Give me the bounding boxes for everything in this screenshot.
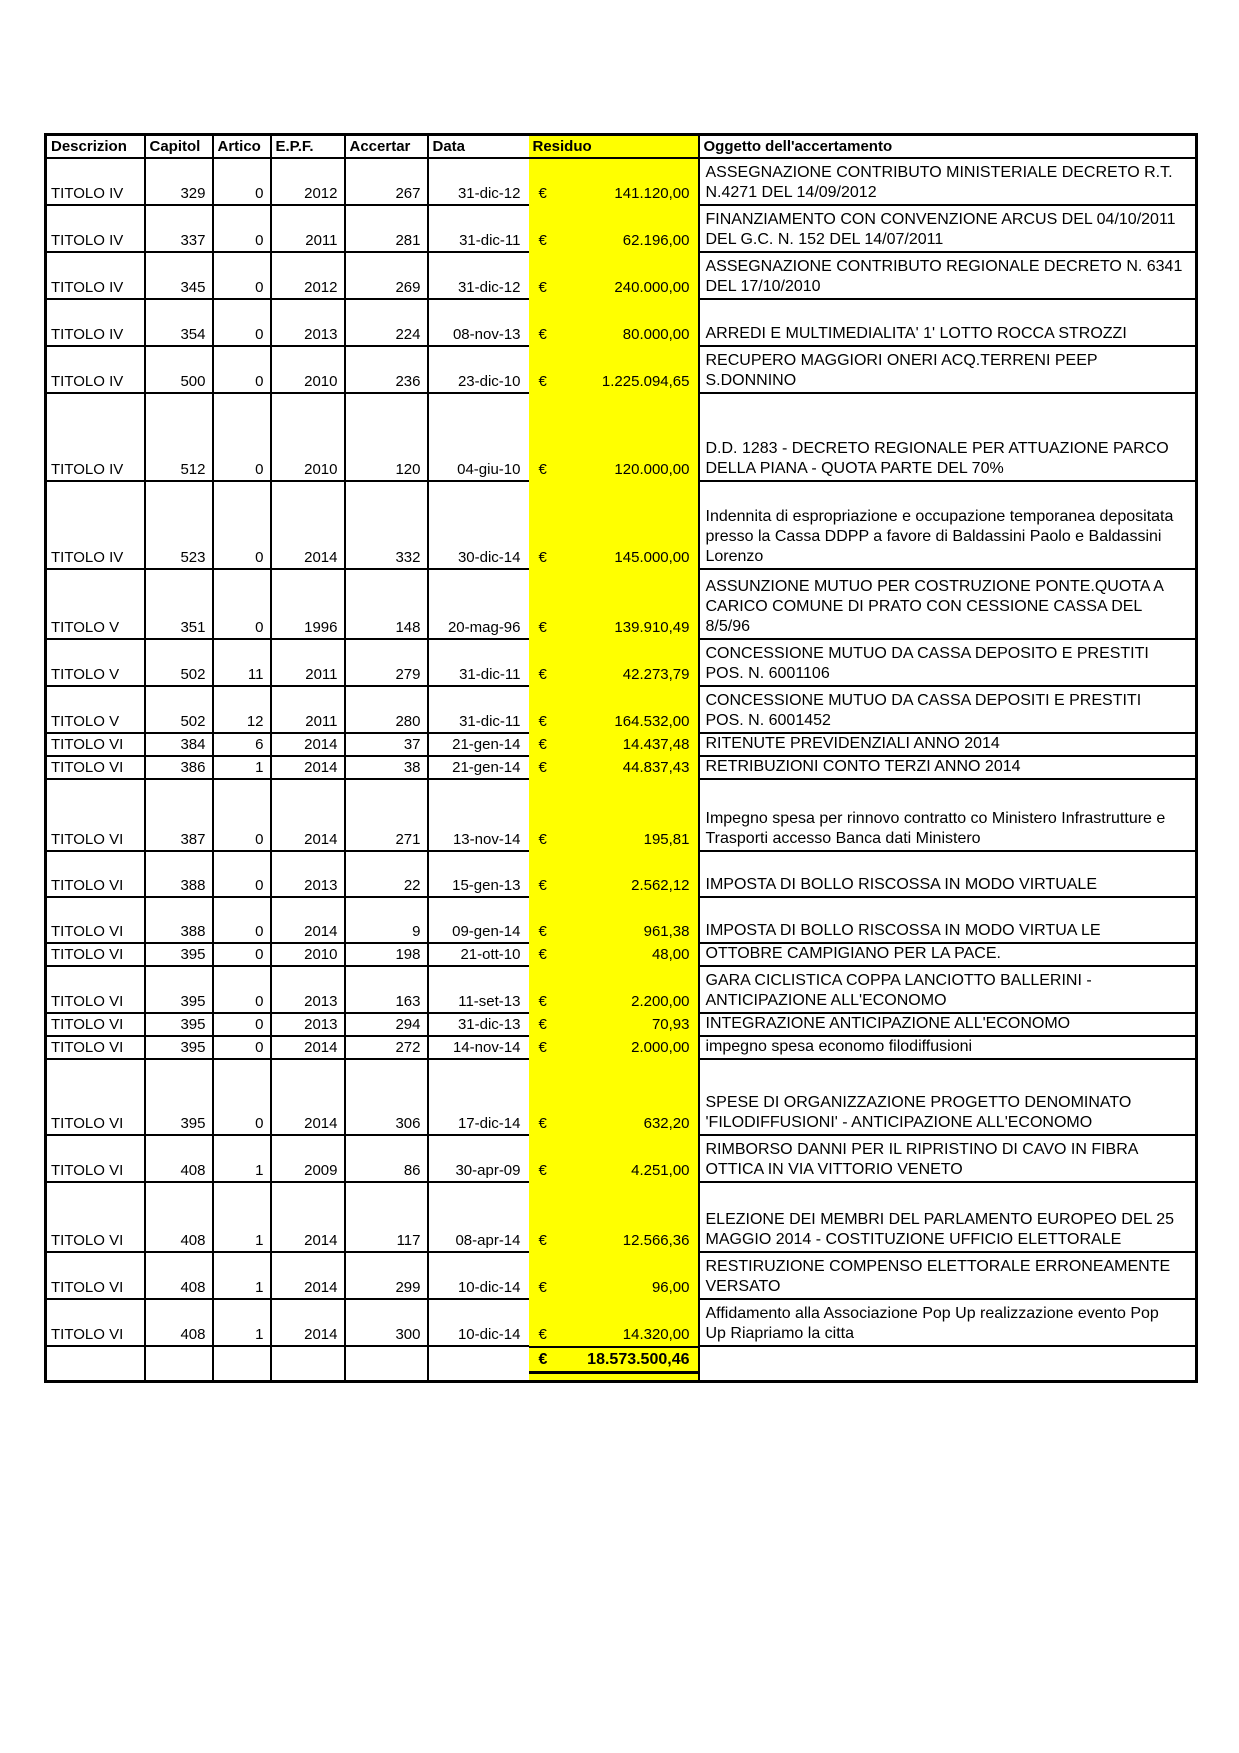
col-header-oggetto: Oggetto dell'accertamento	[699, 135, 1197, 159]
cell-residuo	[529, 897, 699, 943]
cell-residuo	[529, 569, 699, 639]
cell-data: 20-mag-96	[428, 569, 529, 639]
cell-residuo	[529, 639, 699, 686]
residuo-value: 2.562,12	[631, 877, 690, 894]
cell-residuo	[529, 966, 699, 1013]
cell-oggetto: GARA CICLISTICA COPPA LANCIOTTO BALLERINI - ANTICIPAZIONE ALL'ECONOMO	[699, 966, 1197, 1013]
cell-capitolo: 329	[145, 158, 213, 205]
table-row	[46, 252, 1197, 299]
col-header-data: Data	[428, 135, 529, 159]
cell-epf: 1996	[271, 569, 345, 639]
cell-capitolo: 408	[145, 1299, 213, 1346]
cell-accertamento: 269	[345, 252, 428, 299]
cell-descrizione: TITOLO VI	[46, 756, 145, 779]
residuo-value: 44.837,43	[622, 759, 690, 776]
cell-epf: 2011	[271, 686, 345, 733]
cell-epf: 2014	[271, 1036, 345, 1059]
cell-residuo	[529, 158, 699, 205]
cell-articolo: 12	[213, 686, 271, 733]
cell-accertamento: 236	[345, 346, 428, 393]
cell-epf: 2010	[271, 346, 345, 393]
table-row	[46, 1036, 1197, 1059]
euro-symbol: €	[538, 993, 547, 1010]
cell-articolo: 0	[213, 205, 271, 252]
residuo-value: 12.566,36	[622, 1232, 690, 1249]
cell-accertamento: 9	[345, 897, 428, 943]
cell-articolo: 1	[213, 756, 271, 779]
cell-epf: 2014	[271, 1059, 345, 1135]
cell-articolo: 1	[213, 1252, 271, 1299]
cell-descrizione: TITOLO IV	[46, 252, 145, 299]
euro-symbol: €	[538, 619, 547, 636]
euro-symbol: €	[538, 549, 547, 566]
cell-descrizione: TITOLO IV	[46, 346, 145, 393]
cell-articolo: 1	[213, 1182, 271, 1252]
cell-epf: 2013	[271, 966, 345, 1013]
residuo-value: 2.000,00	[631, 1039, 690, 1056]
residui-table	[44, 133, 1198, 1383]
euro-symbol: €	[538, 373, 547, 390]
cell-accertamento: 22	[345, 851, 428, 897]
cell-accertamento: 120	[345, 393, 428, 481]
cell-capitolo: 387	[145, 779, 213, 851]
cell-accertamento: 306	[345, 1059, 428, 1135]
cell-residuo	[529, 779, 699, 851]
cell-capitolo: 408	[145, 1135, 213, 1182]
cell-oggetto: Affidamento alla Associazione Pop Up realizzazione evento Pop Up Riapriamo la citta	[699, 1299, 1197, 1346]
cell-oggetto: RECUPERO MAGGIORI ONERI ACQ.TERRENI PEEP S.DONNINO	[699, 346, 1197, 393]
total-empty-cell	[428, 1346, 529, 1382]
cell-articolo: 0	[213, 481, 271, 569]
cell-descrizione: TITOLO VI	[46, 1182, 145, 1252]
total-empty-cell	[345, 1346, 428, 1382]
cell-epf: 2013	[271, 851, 345, 897]
col-header-accertamento: Accertar	[345, 135, 428, 159]
cell-epf: 2013	[271, 1013, 345, 1036]
euro-symbol: €	[538, 326, 547, 343]
table-row	[46, 851, 1197, 897]
table-row	[46, 1135, 1197, 1182]
cell-capitolo: 388	[145, 851, 213, 897]
total-empty-cell	[213, 1346, 271, 1382]
cell-epf: 2014	[271, 756, 345, 779]
cell-epf: 2011	[271, 205, 345, 252]
total-residuo-value: 18.573.500,46	[587, 1351, 690, 1368]
residuo-value: 120.000,00	[614, 461, 690, 478]
table-row	[46, 639, 1197, 686]
table-row	[46, 205, 1197, 252]
cell-accertamento: 198	[345, 943, 428, 966]
cell-oggetto: ASSEGNAZIONE CONTRIBUTO REGIONALE DECRETO N. 6341 DEL 17/10/2010	[699, 252, 1197, 299]
cell-accertamento: 86	[345, 1135, 428, 1182]
header-row	[46, 135, 1197, 159]
cell-capitolo: 384	[145, 733, 213, 756]
col-header-residuo: Residuo	[529, 135, 699, 159]
table-row	[46, 1299, 1197, 1346]
euro-symbol: €	[538, 877, 547, 894]
cell-data: 08-apr-14	[428, 1182, 529, 1252]
cell-capitolo: 500	[145, 346, 213, 393]
cell-descrizione: TITOLO IV	[46, 299, 145, 346]
table-row	[46, 569, 1197, 639]
cell-accertamento: 299	[345, 1252, 428, 1299]
cell-capitolo: 502	[145, 639, 213, 686]
cell-residuo	[529, 851, 699, 897]
cell-residuo	[529, 1013, 699, 1036]
cell-articolo: 0	[213, 569, 271, 639]
cell-accertamento: 148	[345, 569, 428, 639]
cell-descrizione: TITOLO VI	[46, 897, 145, 943]
cell-descrizione: TITOLO VI	[46, 779, 145, 851]
cell-articolo: 0	[213, 346, 271, 393]
euro-symbol: €	[538, 1279, 547, 1296]
cell-articolo: 0	[213, 966, 271, 1013]
cell-articolo: 0	[213, 851, 271, 897]
table-row	[46, 897, 1197, 943]
cell-data: 23-dic-10	[428, 346, 529, 393]
cell-descrizione: TITOLO VI	[46, 1252, 145, 1299]
cell-oggetto: ASSUNZIONE MUTUO PER COSTRUZIONE PONTE.QUOTA A CARICO COMUNE DI PRATO CON CESSIONE CASSA DEL 8/5/96	[699, 569, 1197, 639]
cell-articolo: 11	[213, 639, 271, 686]
cell-oggetto: ARREDI E MULTIMEDIALITA' 1' LOTTO ROCCA STROZZI	[699, 299, 1197, 346]
cell-accertamento: 38	[345, 756, 428, 779]
cell-residuo	[529, 393, 699, 481]
cell-descrizione: TITOLO IV	[46, 158, 145, 205]
col-header-descrizione: Descrizion	[46, 135, 145, 159]
cell-capitolo: 395	[145, 1013, 213, 1036]
cell-data: 14-nov-14	[428, 1036, 529, 1059]
cell-residuo	[529, 756, 699, 779]
cell-residuo	[529, 943, 699, 966]
euro-symbol: €	[538, 736, 547, 753]
cell-articolo: 0	[213, 943, 271, 966]
cell-residuo	[529, 1182, 699, 1252]
cell-capitolo: 388	[145, 897, 213, 943]
cell-oggetto: IMPOSTA DI BOLLO RISCOSSA IN MODO VIRTUA LE	[699, 897, 1197, 943]
cell-capitolo: 395	[145, 966, 213, 1013]
cell-oggetto: SPESE DI ORGANIZZAZIONE PROGETTO DENOMINATO 'FILODIFFUSIONI' - ANTICIPAZIONE ALL'ECONOMO	[699, 1059, 1197, 1135]
cell-articolo: 0	[213, 1013, 271, 1036]
euro-symbol: €	[538, 232, 547, 249]
cell-accertamento: 300	[345, 1299, 428, 1346]
cell-epf: 2012	[271, 158, 345, 205]
cell-data: 10-dic-14	[428, 1299, 529, 1346]
cell-residuo	[529, 299, 699, 346]
cell-epf: 2014	[271, 897, 345, 943]
cell-oggetto: impegno spesa economo filodiffusioni	[699, 1036, 1197, 1059]
residuo-value: 80.000,00	[622, 326, 690, 343]
table-row	[46, 158, 1197, 205]
cell-accertamento: 117	[345, 1182, 428, 1252]
cell-data: 13-nov-14	[428, 779, 529, 851]
residuo-value: 4.251,00	[631, 1162, 690, 1179]
cell-data: 21-gen-14	[428, 756, 529, 779]
cell-residuo	[529, 1299, 699, 1346]
cell-descrizione: TITOLO VI	[46, 966, 145, 1013]
residuo-value: 961,38	[643, 923, 690, 940]
cell-accertamento: 279	[345, 639, 428, 686]
euro-symbol: €	[538, 946, 547, 963]
cell-descrizione: TITOLO VI	[46, 1059, 145, 1135]
cell-articolo: 0	[213, 299, 271, 346]
table-row	[46, 1013, 1197, 1036]
cell-accertamento: 332	[345, 481, 428, 569]
cell-epf: 2014	[271, 1182, 345, 1252]
euro-symbol: €	[538, 923, 547, 940]
cell-data: 09-gen-14	[428, 897, 529, 943]
euro-symbol: €	[538, 1039, 547, 1056]
residuo-value: 96,00	[651, 1279, 690, 1296]
cell-accertamento: 163	[345, 966, 428, 1013]
cell-oggetto: ASSEGNAZIONE CONTRIBUTO MINISTERIALE DECRETO R.T. N.4271 DEL 14/09/2012	[699, 158, 1197, 205]
table-row	[46, 1059, 1197, 1135]
cell-oggetto: ELEZIONE DEI MEMBRI DEL PARLAMENTO EUROPEO DEL 25 MAGGIO 2014 - COSTITUZIONE UFFICIO ELETTORALE	[699, 1182, 1197, 1252]
table-row	[46, 346, 1197, 393]
euro-symbol: €	[538, 1162, 547, 1179]
cell-descrizione: TITOLO V	[46, 686, 145, 733]
cell-capitolo: 512	[145, 393, 213, 481]
cell-articolo: 1	[213, 1299, 271, 1346]
residuo-value: 70,93	[651, 1016, 690, 1033]
cell-descrizione: TITOLO IV	[46, 205, 145, 252]
table-row	[46, 1182, 1197, 1252]
cell-data: 30-dic-14	[428, 481, 529, 569]
euro-symbol: €	[538, 185, 547, 202]
cell-residuo	[529, 1036, 699, 1059]
euro-symbol: €	[538, 1016, 547, 1033]
residuo-value: 1.225.094,65	[601, 373, 690, 390]
cell-data: 10-dic-14	[428, 1252, 529, 1299]
cell-data: 15-gen-13	[428, 851, 529, 897]
cell-descrizione: TITOLO IV	[46, 393, 145, 481]
cell-capitolo: 395	[145, 1036, 213, 1059]
cell-capitolo: 395	[145, 1059, 213, 1135]
cell-oggetto: RETRIBUZIONI CONTO TERZI ANNO 2014	[699, 756, 1197, 779]
residuo-value: 14.437,48	[622, 736, 690, 753]
cell-capitolo: 408	[145, 1182, 213, 1252]
cell-oggetto: INTEGRAZIONE ANTICIPAZIONE ALL'ECONOMO	[699, 1013, 1197, 1036]
cell-accertamento: 294	[345, 1013, 428, 1036]
cell-articolo: 0	[213, 897, 271, 943]
cell-descrizione: TITOLO VI	[46, 943, 145, 966]
cell-descrizione: TITOLO V	[46, 639, 145, 686]
col-header-articolo: Artico	[213, 135, 271, 159]
cell-oggetto: CONCESSIONE MUTUO DA CASSA DEPOSITI E PRESTITI POS. N. 6001452	[699, 686, 1197, 733]
cell-accertamento: 37	[345, 733, 428, 756]
total-residuo-cell	[529, 1346, 699, 1382]
table-row	[46, 1252, 1197, 1299]
cell-oggetto: Indennita di espropriazione e occupazione temporanea depositata presso la Cassa DDPP a favore di Baldassini Paolo e Baldassini Lorenzo	[699, 481, 1197, 569]
total-empty-cell	[46, 1346, 145, 1382]
cell-epf: 2014	[271, 1299, 345, 1346]
cell-data: 17-dic-14	[428, 1059, 529, 1135]
total-empty-cell	[699, 1346, 1197, 1382]
cell-descrizione: TITOLO VI	[46, 1013, 145, 1036]
cell-capitolo: 354	[145, 299, 213, 346]
cell-descrizione: TITOLO VI	[46, 733, 145, 756]
cell-capitolo: 351	[145, 569, 213, 639]
residuo-value: 139.910,49	[614, 619, 690, 636]
cell-data: 31-dic-11	[428, 639, 529, 686]
cell-descrizione: TITOLO VI	[46, 1299, 145, 1346]
residuo-value: 141.120,00	[614, 185, 690, 202]
cell-data: 31-dic-12	[428, 158, 529, 205]
col-header-capitolo: Capitol	[145, 135, 213, 159]
table-row	[46, 481, 1197, 569]
euro-symbol: €	[538, 759, 547, 776]
cell-data: 21-ott-10	[428, 943, 529, 966]
euro-symbol: €	[538, 1115, 547, 1132]
cell-oggetto: D.D. 1283 - DECRETO REGIONALE PER ATTUAZIONE PARCO DELLA PIANA - QUOTA PARTE DEL 70%	[699, 393, 1197, 481]
cell-accertamento: 281	[345, 205, 428, 252]
cell-capitolo: 345	[145, 252, 213, 299]
cell-residuo	[529, 1252, 699, 1299]
cell-capitolo: 502	[145, 686, 213, 733]
cell-accertamento: 267	[345, 158, 428, 205]
cell-articolo: 0	[213, 1036, 271, 1059]
table-row	[46, 779, 1197, 851]
cell-descrizione: TITOLO V	[46, 569, 145, 639]
cell-articolo: 6	[213, 733, 271, 756]
cell-articolo: 0	[213, 1059, 271, 1135]
residuo-value: 240.000,00	[614, 279, 690, 296]
table-row	[46, 756, 1197, 779]
euro-symbol: €	[538, 279, 547, 296]
cell-residuo	[529, 1135, 699, 1182]
total-row	[46, 1346, 1197, 1382]
cell-oggetto: FINANZIAMENTO CON CONVENZIONE ARCUS DEL 04/10/2011 DEL G.C. N. 152 DEL 14/07/2011	[699, 205, 1197, 252]
table-row	[46, 299, 1197, 346]
cell-articolo: 0	[213, 252, 271, 299]
cell-oggetto: RIMBORSO DANNI PER IL RIPRISTINO DI CAVO IN FIBRA OTTICA IN VIA VITTORIO VENETO	[699, 1135, 1197, 1182]
cell-data: 30-apr-09	[428, 1135, 529, 1182]
cell-oggetto: Impegno spesa per rinnovo contratto co Ministero Infrastrutture e Trasporti accesso Banca dati Ministero	[699, 779, 1197, 851]
total-empty-cell	[145, 1346, 213, 1382]
cell-oggetto: RITENUTE PREVIDENZIALI ANNO 2014	[699, 733, 1197, 756]
cell-descrizione: TITOLO VI	[46, 1036, 145, 1059]
cell-descrizione: TITOLO VI	[46, 851, 145, 897]
cell-articolo: 0	[213, 393, 271, 481]
cell-epf: 2013	[271, 299, 345, 346]
cell-residuo	[529, 1059, 699, 1135]
cell-oggetto: IMPOSTA DI BOLLO RISCOSSA IN MODO VIRTUALE	[699, 851, 1197, 897]
cell-accertamento: 280	[345, 686, 428, 733]
euro-symbol: €	[538, 1351, 548, 1368]
cell-articolo: 0	[213, 158, 271, 205]
cell-residuo	[529, 346, 699, 393]
table-row	[46, 733, 1197, 756]
col-header-epf: E.P.F.	[271, 135, 345, 159]
cell-descrizione: TITOLO IV	[46, 481, 145, 569]
cell-epf: 2014	[271, 779, 345, 851]
residuo-value: 14.320,00	[622, 1326, 690, 1343]
table-row	[46, 966, 1197, 1013]
cell-accertamento: 272	[345, 1036, 428, 1059]
residuo-value: 632,20	[643, 1115, 690, 1132]
cell-accertamento: 224	[345, 299, 428, 346]
cell-articolo: 1	[213, 1135, 271, 1182]
cell-capitolo: 408	[145, 1252, 213, 1299]
cell-residuo	[529, 481, 699, 569]
cell-capitolo: 523	[145, 481, 213, 569]
cell-epf: 2010	[271, 943, 345, 966]
cell-oggetto: RESTIRUZIONE COMPENSO ELETTORALE ERRONEAMENTE VERSATO	[699, 1252, 1197, 1299]
euro-symbol: €	[538, 666, 547, 683]
cell-data: 21-gen-14	[428, 733, 529, 756]
cell-epf: 2014	[271, 1252, 345, 1299]
euro-symbol: €	[538, 713, 547, 730]
total-empty-cell	[271, 1346, 345, 1382]
euro-symbol: €	[538, 831, 547, 848]
cell-epf: 2014	[271, 481, 345, 569]
cell-epf: 2012	[271, 252, 345, 299]
table-row	[46, 943, 1197, 966]
residuo-value: 145.000,00	[614, 549, 690, 566]
cell-data: 08-nov-13	[428, 299, 529, 346]
euro-symbol: €	[538, 461, 547, 478]
cell-data: 31-dic-13	[428, 1013, 529, 1036]
cell-epf: 2009	[271, 1135, 345, 1182]
cell-oggetto: CONCESSIONE MUTUO DA CASSA DEPOSITO E PRESTITI POS. N. 6001106	[699, 639, 1197, 686]
cell-residuo	[529, 686, 699, 733]
cell-oggetto: OTTOBRE CAMPIGIANO PER LA PACE.	[699, 943, 1197, 966]
cell-epf: 2014	[271, 733, 345, 756]
cell-capitolo: 386	[145, 756, 213, 779]
table-row	[46, 686, 1197, 733]
residuo-value: 195,81	[643, 831, 690, 848]
cell-residuo	[529, 733, 699, 756]
table-row	[46, 393, 1197, 481]
cell-descrizione: TITOLO VI	[46, 1135, 145, 1182]
cell-residuo	[529, 252, 699, 299]
residuo-value: 164.532,00	[614, 713, 690, 730]
cell-data: 31-dic-12	[428, 252, 529, 299]
cell-epf: 2011	[271, 639, 345, 686]
residuo-value: 48,00	[651, 946, 690, 963]
euro-symbol: €	[538, 1232, 547, 1249]
residuo-value: 2.200,00	[631, 993, 690, 1010]
cell-capitolo: 337	[145, 205, 213, 252]
cell-articolo: 0	[213, 779, 271, 851]
cell-data: 31-dic-11	[428, 686, 529, 733]
cell-capitolo: 395	[145, 943, 213, 966]
cell-epf: 2010	[271, 393, 345, 481]
cell-accertamento: 271	[345, 779, 428, 851]
cell-residuo	[529, 205, 699, 252]
euro-symbol: €	[538, 1326, 547, 1343]
cell-data: 11-set-13	[428, 966, 529, 1013]
cell-data: 31-dic-11	[428, 205, 529, 252]
residuo-value: 62.196,00	[622, 232, 690, 249]
cell-data: 04-giu-10	[428, 393, 529, 481]
residuo-value: 42.273,79	[622, 666, 690, 683]
residui-table-wrap	[44, 133, 1198, 1383]
